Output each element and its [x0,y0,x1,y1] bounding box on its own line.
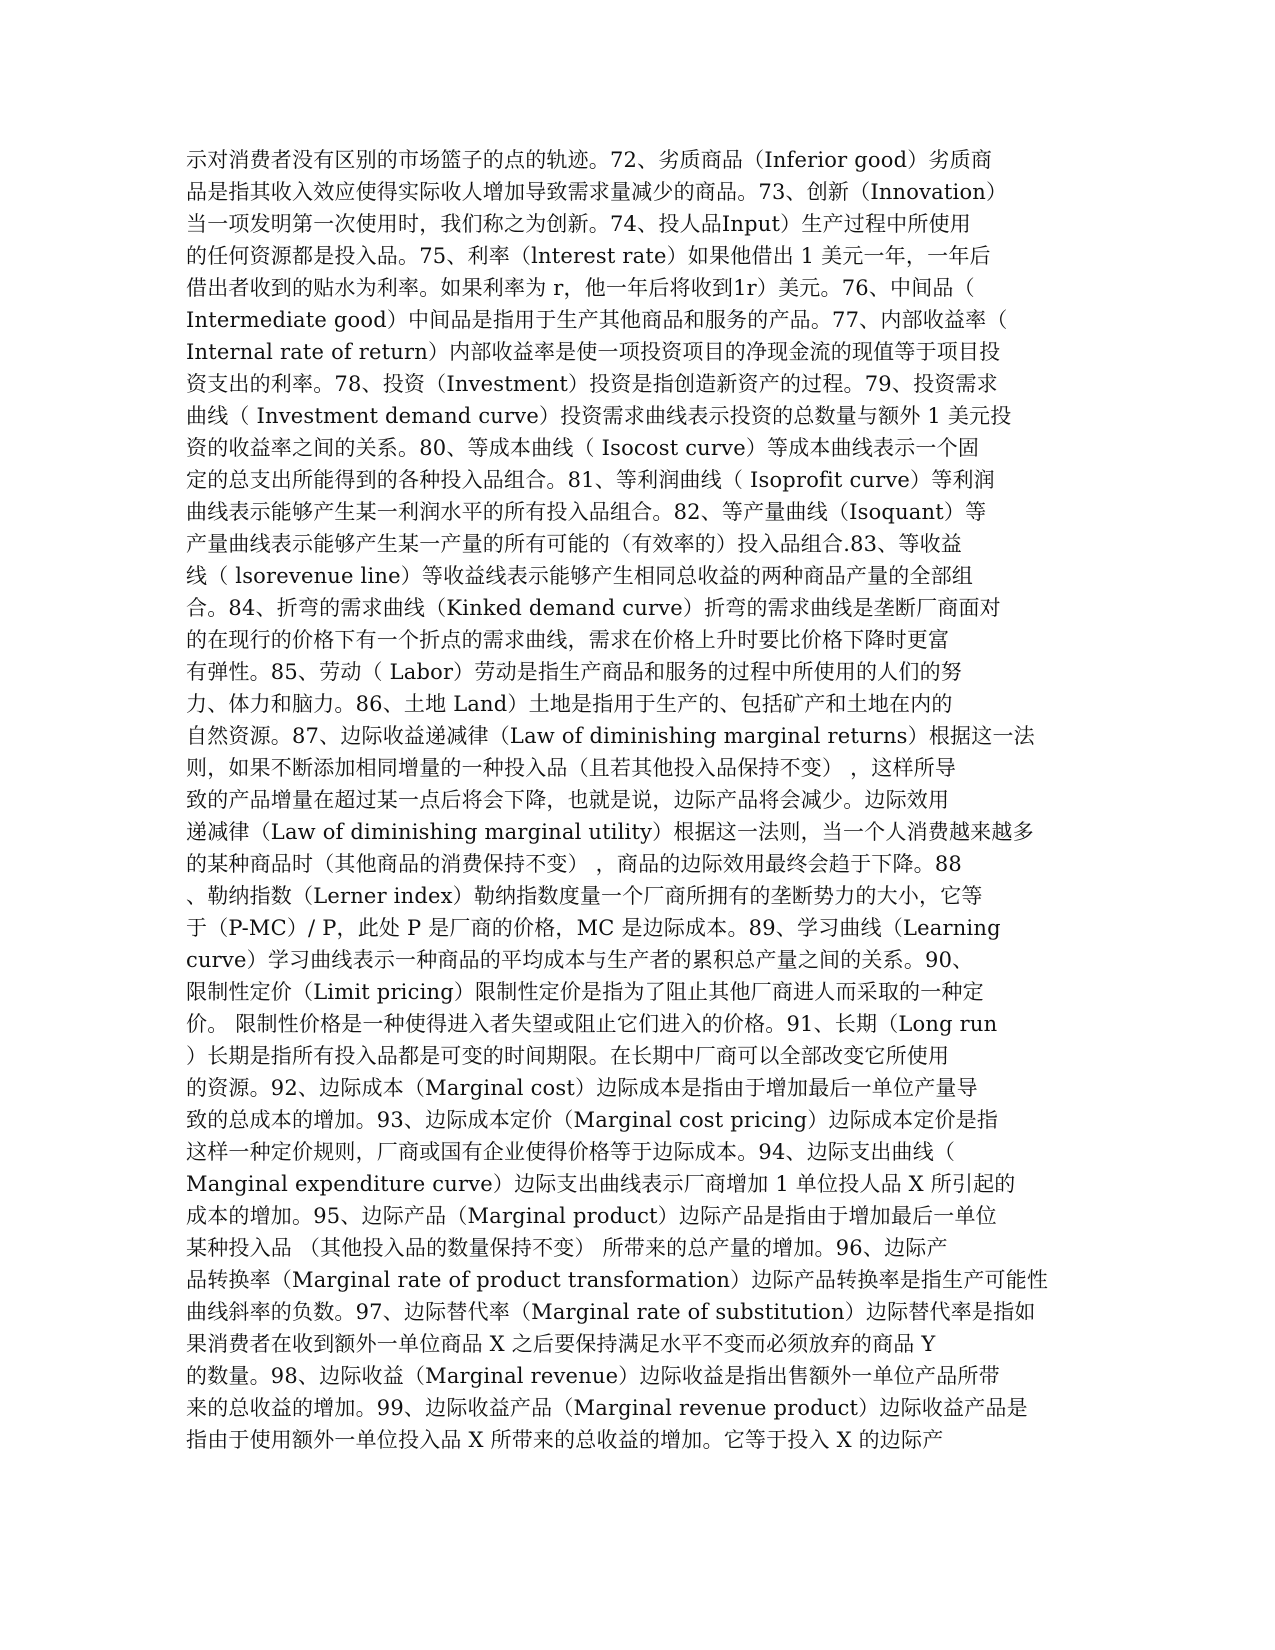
text-line: 曲线表示能够产生某一利润水平的所有投入品组合。82、等产量曲线（Isoquant）等 [186,500,987,524]
glossary-text-block [186,144,1086,1456]
text-line: 线（ lsorevenue line）等收益线表示能够产生相同总收益的两种商品产量的全部组 [186,564,974,588]
text-line: 递减律（Law of diminishing marginal utility）根据这一法则，当一个人消费越来越多 [186,820,1034,844]
text-line: 合。84、折弯的需求曲线（Kinked demand curve）折弯的需求曲线是垄断厂商面对 [186,596,1001,620]
text-line: 曲线斜率的负数。97、边际替代率（Marginal rate of substitution）边际替代率是指如 [186,1300,1036,1324]
text-line: 力、体力和脑力。86、土地 Land）土地是指用于生产的、包括矿产和土地在内的 [186,692,953,716]
text-line: 的资源。92、边际成本（Marginal cost）边际成本是指由于增加最后一单位产量导 [186,1076,978,1100]
text-line: 某种投入品 （其他投入品的数量保持不变） 所带来的总产量的增加。96、边际产 [186,1236,948,1260]
text-line: 则，如果不断添加相同增量的一种投入品（且若其他投入品保持不变） ，这样所导 [186,756,957,780]
text-line: 当一项发明第一次使用时，我们称之为创新。74、投人品Input）生产过程中所使用 [186,212,971,236]
text-line: 资的收益率之间的关系。80、等成本曲线（ Isocost curve）等成本曲线表示一个固 [186,436,980,460]
text-line: 致的产品增量在超过某一点后将会下降，也就是说，边际产品将会减少。边际效用 [186,788,950,812]
text-line: 这样一种定价规则，厂商或国有企业使得价格等于边际成本。94、边际支出曲线（ [186,1140,956,1164]
text-line: 来的总收益的增加。99、边际收益产品（Marginal revenue product）边际收益产品是 [186,1396,1028,1420]
text-line: 自然资源。87、边际收益递减律（Law of diminishing marginal returns）根据这一法 [186,724,1035,748]
text-line: 于（P-MC）/ P，此处 P 是厂商的价格，MC 是边际成本。89、学习曲线（Learning [186,916,1001,940]
text-line: 限制性定价（Limit pricing）限制性定价是指为了阻止其他厂商进人而采取的一种定 [186,980,984,1004]
text-line: 产量曲线表示能够产生某一产量的所有可能的（有效率的）投入品组合.83、等收益 [186,532,962,556]
text-line: 定的总支出所能得到的各种投入品组合。81、等利润曲线（ Isoprofit curve）等利润 [186,468,995,492]
text-line: 曲线（ Investment demand curve）投资需求曲线表示投资的总数量与额外 1 美元投 [186,404,1012,428]
text-line: 有弹性。85、劳动（ Labor）劳动是指生产商品和服务的过程中所使用的人们的努 [186,660,962,684]
text-line: 价。 限制性价格是一种使得进入者失望或阻止它们进入的价格。91、长期（Long run [186,1012,998,1036]
text-line: 品是指其收入效应使得实际收人增加导致需求量减少的商品。73、创新（Innovation） [186,180,1008,204]
text-line: 果消费者在收到额外一单位商品 X 之后要保持满足水平不变而必须放弃的商品 Y [186,1332,936,1356]
text-line: 成本的增加。95、边际产品（Marginal product）边际产品是指由于增加最后一单位 [186,1204,997,1228]
text-line: 品转换率（Marginal rate of product transformation）边际产品转换率是指生产可能性 [186,1268,1049,1292]
text-line: Manginal expenditure curve）边际支出曲线表示厂商增加 1 单位投人品 X 所引起的 [186,1172,1016,1196]
text-line: 的数量。98、边际收益（Marginal revenue）边际收益是指出售额外一单位产品所带 [186,1364,1000,1388]
text-line: 指由于使用额外一单位投入品 X 所带来的总收益的增加。它等于投入 X 的边际产 [186,1428,944,1452]
text-line: Intermediate good）中间品是指用于生产其他商品和服务的产品。77、内部收益率（ [186,308,1008,332]
text-line: 借出者收到的贴水为利率。如果利率为 r，他一年后将收到1r）美元。76、中间品（ [186,276,975,300]
text-line: 的某种商品时（其他商品的消费保持不变） ，商品的边际效用最终会趋于下降。88 [186,852,962,876]
text-line: 致的总成本的增加。93、边际成本定价（Marginal cost pricing）边际成本定价是指 [186,1108,999,1132]
text-line: 、勒纳指数（Lerner index）勒纳指数度量一个厂商所拥有的垄断势力的大小，它等 [186,884,983,908]
text-line: 的在现行的价格下有一个折点的需求曲线，需求在价格上升时要比价格下降时更富 [186,628,950,652]
text-line: curve）学习曲线表示一种商品的平均成本与生产者的累积总产量之间的关系。90、 [186,948,974,972]
text-line: Internal rate of return）内部收益率是使一项投资项目的净现金流的现值等于项目投 [186,340,1001,364]
text-line: 资支出的利率。78、投资（Investment）投资是指创造新资产的过程。79、投资需求 [186,372,998,396]
text-line: ）长期是指所有投入品都是可变的时间期限。在长期中厂商可以全部改变它所使用 [186,1044,950,1068]
text-line: 示对消费者没有区别的市场篮子的点的轨迹。72、劣质商品（Inferior good）劣质商 [186,148,993,172]
text-line: 的任何资源都是投入品。75、利率（lnterest rate）如果他借出 1 美元一年，一年后 [186,244,991,268]
